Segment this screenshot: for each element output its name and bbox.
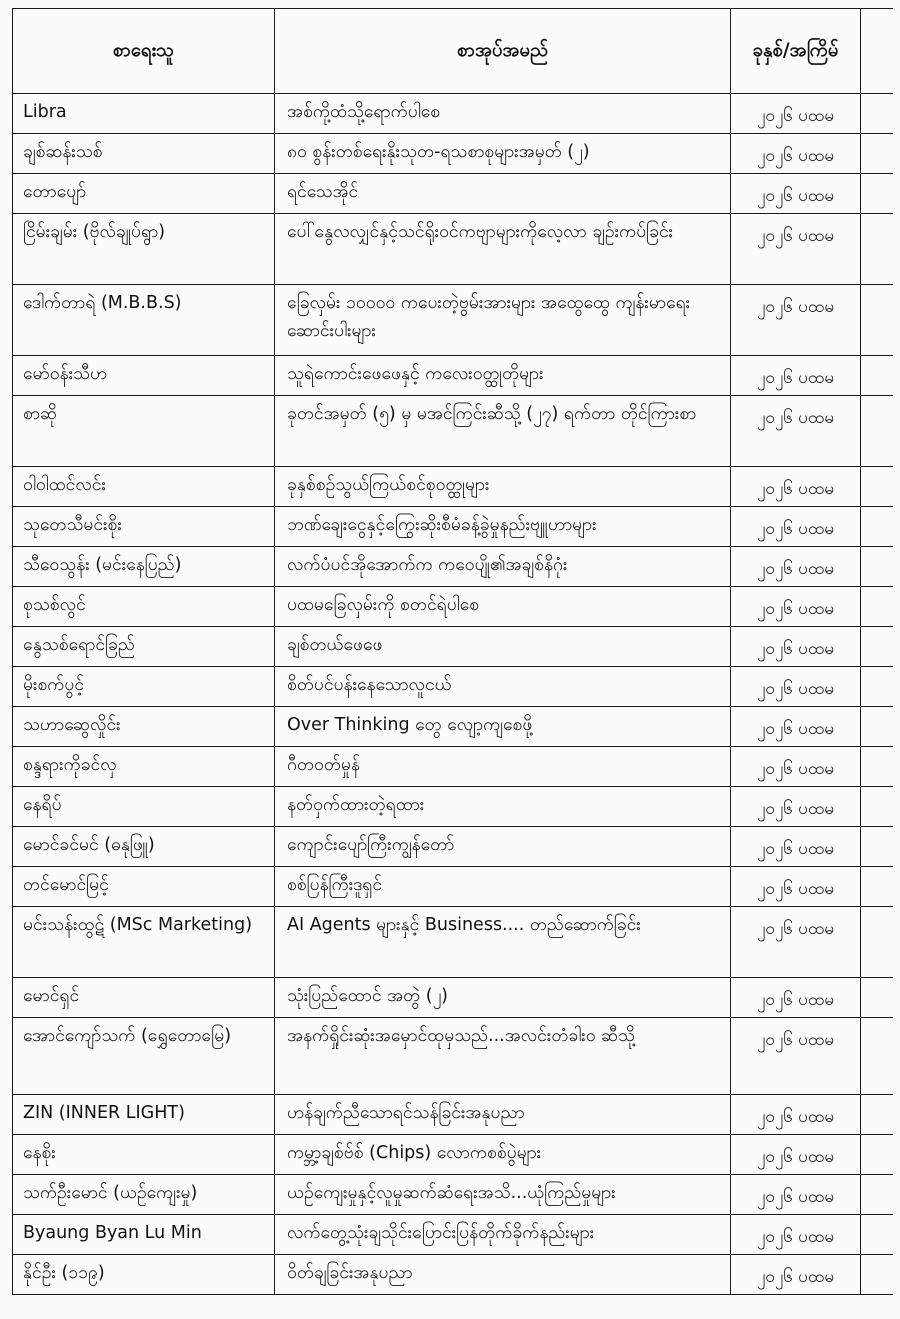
cell-title: ချစ်တယ်ဖေဖေ (275, 627, 731, 667)
cell-extra (861, 467, 893, 507)
cell-edition: ၂၀၂၆ ပထမ (731, 787, 861, 827)
table-row (13, 1215, 893, 1255)
cell-extra (861, 1215, 893, 1255)
cell-edition: ၂၀၂၆ ပထမ (731, 1018, 861, 1095)
table-row (13, 174, 893, 214)
cell-edition: ၂၀၂၆ ပထမ (731, 707, 861, 747)
table-row (13, 827, 893, 867)
table-row (13, 867, 893, 907)
cell-edition: ၂၀၂၆ ပထမ (731, 587, 861, 627)
cell-edition: ၂၀၂၆ ပထမ (731, 1175, 861, 1215)
table-row (13, 787, 893, 827)
cell-title: စစ်ပြန်ကြီးဒူရှင် (275, 867, 731, 907)
cell-author: သုတေသီမင်းစိုး (13, 507, 275, 547)
cell-title: ဘဏ်ချေးငွေနှင့်ကြွေးဆိုးစီမံခန့်ခွဲမှုနည်းဗျူဟာများ (275, 507, 731, 547)
cell-author: တင်မောင်မြင့် (13, 867, 275, 907)
cell-extra (861, 1095, 893, 1135)
table-row (13, 94, 893, 134)
cell-extra (861, 787, 893, 827)
cell-author: စန္ဒရားကိုခင်လှ (13, 747, 275, 787)
cell-edition: ၂၀၂၆ ပထမ (731, 667, 861, 707)
cell-title: ၈၀ စွန်းတစ်ရေးနိုးသုတ-ရသစာစုများအမှတ် (၂) (275, 134, 731, 174)
cell-edition: ၂၀၂၆ ပထမ (731, 1255, 861, 1295)
table-row (13, 907, 893, 978)
cell-edition: ၂၀၂၆ ပထမ (731, 978, 861, 1018)
cell-edition: ၂၀၂၆ ပထမ (731, 547, 861, 587)
table-row (13, 978, 893, 1018)
cell-extra (861, 94, 893, 134)
cell-author: တောပျော် (13, 174, 275, 214)
cell-title: ကျောင်းပျော်ကြီးကျွန်တော် (275, 827, 731, 867)
cell-edition: ၂၀၂၆ ပထမ (731, 1135, 861, 1175)
cell-title: ပထမခြေလှမ်းကို စတင်ရဲပါစေ (275, 587, 731, 627)
cell-extra (861, 867, 893, 907)
header-edition: ခုနှစ်/အကြိမ် (731, 9, 861, 94)
cell-author: ငြိမ်းချမ်း (ဗိုလ်ချုပ်ရွာ) (13, 214, 275, 285)
cell-extra (861, 827, 893, 867)
cell-edition: ၂၀၂၆ ပထမ (731, 507, 861, 547)
cell-author: မိုးစက်ပွင့် (13, 667, 275, 707)
cell-edition: ၂၀၂၆ ပထမ (731, 134, 861, 174)
cell-edition: ၂၀၂၆ ပထမ (731, 285, 861, 356)
cell-title: လက်ပံပင်အိုအောက်က ကဝေပျို၏အချစ်နိဂုံး (275, 547, 731, 587)
table-row (13, 587, 893, 627)
cell-extra (861, 396, 893, 467)
table-row (13, 1095, 893, 1135)
table-row (13, 627, 893, 667)
cell-title: ခုနှစ်စဉ်သွယ်ကြယ်စင်စုဝတ္ထုများ (275, 467, 731, 507)
cell-title: သုံးပြည်ထောင် အတွဲ (၂) (275, 978, 731, 1018)
cell-extra (861, 1255, 893, 1295)
cell-author: မင်းသန်းထွဋ် (MSc Marketing) (13, 907, 275, 978)
cell-author: နေရိပ် (13, 787, 275, 827)
cell-extra (861, 507, 893, 547)
cell-title: ဟန်ချက်ညီသောရင်သန်ခြင်းအနုပညာ (275, 1095, 731, 1135)
cell-author: စုသစ်လွင် (13, 587, 275, 627)
table-row (13, 285, 893, 356)
cell-author: မော်ဝန်းသီဟ (13, 356, 275, 396)
table-row (13, 747, 893, 787)
cell-title: ဂီတဝတ်မှုန် (275, 747, 731, 787)
table-row (13, 467, 893, 507)
cell-author: နိုင်ဦး (၁၁၉) (13, 1255, 275, 1295)
table-row (13, 1135, 893, 1175)
cell-edition: ၂၀၂၆ ပထမ (731, 867, 861, 907)
cell-extra (861, 907, 893, 978)
cell-author: ZIN (INNER LIGHT) (13, 1095, 275, 1135)
cell-edition: ၂၀၂၆ ပထမ (731, 396, 861, 467)
cell-title: Over Thinking တွေ လျော့ကျစေဖို့ (275, 707, 731, 747)
table-row (13, 707, 893, 747)
cell-title: အနက်ရှိုင်းဆုံးအမှောင်ထုမှသည်...အလင်းတံခါးဝ ဆီသို့ (275, 1018, 731, 1095)
cell-title: လက်တွေ့သုံးချသိုင်းပြောင်းပြန်တိုက်ခိုက်နည်းများ (275, 1215, 731, 1255)
book-list-table (12, 8, 893, 1295)
cell-extra (861, 356, 893, 396)
table-row (13, 356, 893, 396)
cell-title: ရင်သေအိုင် (275, 174, 731, 214)
cell-author: ဝါဝါထင်လင်း (13, 467, 275, 507)
cell-extra (861, 587, 893, 627)
cell-edition: ၂၀၂၆ ပထမ (731, 467, 861, 507)
cell-author: စာဆို (13, 396, 275, 467)
cell-extra (861, 134, 893, 174)
cell-author: သက်ဦးမောင် (ယဉ်ကျေးမှု) (13, 1175, 275, 1215)
cell-author: ချစ်ဆန်းသစ် (13, 134, 275, 174)
cell-title: ယဉ်ကျေးမှုနှင့်လူမှုဆက်ဆံရေးအသိ...ယုံကြည်မှုများ (275, 1175, 731, 1215)
cell-extra (861, 747, 893, 787)
cell-edition: ၂၀၂၆ ပထမ (731, 174, 861, 214)
cell-extra (861, 1175, 893, 1215)
header-title: စာအုပ်အမည် (275, 9, 731, 94)
header-author: စာရေးသူ (13, 9, 275, 94)
cell-extra (861, 707, 893, 747)
cell-extra (861, 1135, 893, 1175)
table-row (13, 396, 893, 467)
table-row (13, 1018, 893, 1095)
cell-author: ဒေါက်တာရဲ (M.B.B.S) (13, 285, 275, 356)
cell-extra (861, 667, 893, 707)
cell-extra (861, 174, 893, 214)
table-row (13, 134, 893, 174)
cell-title: ခုတင်အမှတ် (၅) မှ မအင်ကြင်းဆီသို့ (၂၇) ရက်တာ တိုင်ကြားစာ (275, 396, 731, 467)
cell-edition: ၂၀၂၆ ပထမ (731, 1215, 861, 1255)
cell-title: အစ်ကို့ထံသို့ရောက်ပါစေ (275, 94, 731, 134)
cell-author: မောင်ခင်မင် (ဓနုဖြူ) (13, 827, 275, 867)
cell-title: ခြေလှမ်း ၁၀၀၀၀ ကပေးတဲ့ဗွမ်းအားများ အထွေထွေ ကျန်းမာရေးဆောင်းပါးများ (275, 285, 731, 356)
table-row (13, 507, 893, 547)
table-row (13, 214, 893, 285)
cell-author: အောင်ကျော်သက် (ရွှေတောမြေ) (13, 1018, 275, 1095)
cell-edition: ၂၀၂၆ ပထမ (731, 356, 861, 396)
cell-extra (861, 627, 893, 667)
table-body (13, 94, 893, 1295)
cell-author: နေစိုး (13, 1135, 275, 1175)
table-header-row (13, 9, 893, 94)
cell-edition: ၂၀၂၆ ပထမ (731, 94, 861, 134)
cell-edition: ၂၀၂၆ ပထမ (731, 1095, 861, 1135)
table-row (13, 667, 893, 707)
cell-edition: ၂၀၂၆ ပထမ (731, 907, 861, 978)
cell-author: နွေသစ်ရောင်ခြည် (13, 627, 275, 667)
cell-extra (861, 978, 893, 1018)
cell-author: Byaung Byan Lu Min (13, 1215, 275, 1255)
cell-extra (861, 214, 893, 285)
cell-title: ပေါ်နွေလလျှင်နှင့်သင်ရိုးဝင်ကဗျာများကိုလေ့လာ ချဉ်းကပ်ခြင်း (275, 214, 731, 285)
table-row (13, 1175, 893, 1215)
cell-title: စိတ်ပင်ပန်းနေသောလူငယ် (275, 667, 731, 707)
cell-title: ကမ္ဘာ့ချစ်ဗ်စ် (Chips) လောကစစ်ပွဲများ (275, 1135, 731, 1175)
cell-edition: ၂၀၂၆ ပထမ (731, 747, 861, 787)
cell-edition: ၂၀၂၆ ပထမ (731, 627, 861, 667)
cell-title: နတ်ဝှက်ထားတဲ့ရထား (275, 787, 731, 827)
cell-title: AI Agents များနှင့် Business.... တည်ဆောက်ခြင်း (275, 907, 731, 978)
cell-author: သဟာဆွေလှိုင်း (13, 707, 275, 747)
cell-extra (861, 285, 893, 356)
cell-title: ဝိတ်ချခြင်းအနုပညာ (275, 1255, 731, 1295)
header-extra-column (861, 9, 893, 94)
cell-edition: ၂၀၂၆ ပထမ (731, 214, 861, 285)
table-row (13, 547, 893, 587)
cell-author: Libra (13, 94, 275, 134)
cell-author: သီဝေသွန်း (မင်းနေပြည်) (13, 547, 275, 587)
cell-edition: ၂၀၂၆ ပထမ (731, 827, 861, 867)
table-row (13, 1255, 893, 1295)
cell-extra (861, 1018, 893, 1095)
cell-title: သူရဲကောင်းဖေဖေနှင့် ကလေးဝတ္ထုတိုများ (275, 356, 731, 396)
cell-extra (861, 547, 893, 587)
cell-author: မောင်ရှင် (13, 978, 275, 1018)
